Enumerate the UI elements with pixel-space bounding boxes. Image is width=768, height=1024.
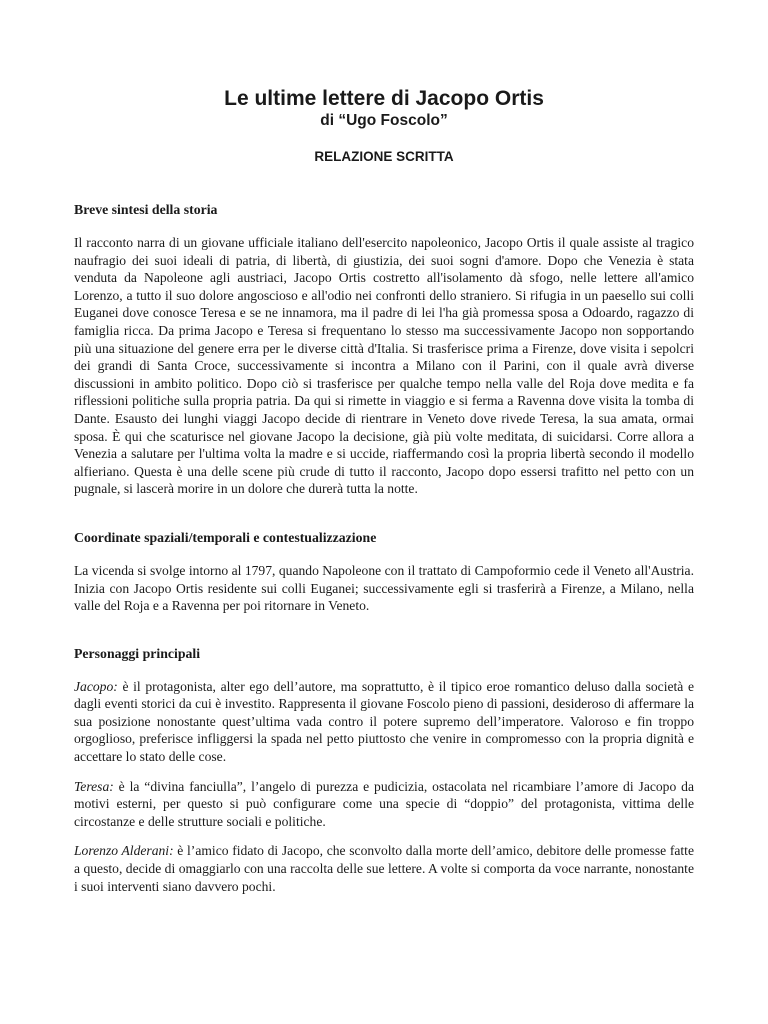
section-heading-characters: Personaggi principali [74,645,201,661]
character-name: Lorenzo Alderani: [74,843,174,859]
context-paragraph: La vicenda si svolge intorno al 1797, quando Napoleone con il trattato di Campoformio cede il Veneto all'Austria. Inizia con Jacopo Ortis residente sui colli Euganei; successivamente egli si trasferirà a Firenze, a Milano, nella valle del Roja e a Ravenna per poi ritornare in Veneto. [74,562,694,614]
document-title: Le ultime lettere di Jacopo Ortis [224,87,544,110]
character-jacopo [74,678,694,766]
character-description: è l’amico fidato di Jacopo, che sconvolto dalla morte dell’amico, debitore delle promesse fatte a questo, decide di omaggiarlo con una raccolta delle sue lettere. A volte si comporta da voce narrante, nonostante i suoi interventi siano davvero pochi. [74,843,694,894]
character-description: è il protagonista, alter ego dell’autore, ma soprattutto, è il tipico eroe romantico deluso dalla società e dagli eventi storici da cui è investito. Rappresenta il giovane Foscolo pieno di passioni, desideroso di affermare la sua posizione nonostante quest’ultima vada contro il potere supremo dell’imperatore. Valoroso e fin troppo orgoglioso, preferisce infliggersi la spada nel petto piuttosto che venire in compromesso con la propria dignità e accettare lo stato delle cose. [74,678,694,765]
character-lorenzo [74,842,694,895]
synopsis-paragraph: Il racconto narra di un giovane ufficiale italiano dell'esercito napoleonico, Jacopo Ortis il quale assiste al tragico naufragio dei suoi ideali di patria, di libertà, di giustizia, dei suoi sogni d'amore. Dopo che Venezia è stata venduta da Napoleone agli austriaci, Jacopo Ortis costretto all'isolamento dà sfogo, nelle lettere all'amico Lorenzo, a tutto il suo dolore angoscioso e all'odio nei confronti dello straniero. Si rifugia in un paesello sui colli Euganei dove conosce Teresa e se ne innamora, ma il padre di lei l'ha già promessa sposa a Odoardo, ragazzo di famiglia ricca. Da prima Jacopo e Teresa si frequentano lo stesso ma successivamente Jacopo non sopportando più una situazione del genere erra per le diverse città d'Italia. Si trasferisce prima a Firenze, dove visita i sepolcri dei grandi di Santa Croce, successivamente si incontra a Milano con il Parini, con il quale avrà diverse discussioni in ambito politico. Dopo ciò si trasferisce per qualche tempo nella valle del Roja dove medita e fa riflessioni politiche sulla propria patria. Da qui si rimette in viaggio e si ferma a Ravenna dove visita la tomba di Dante. Esausto dei lunghi viaggi Jacopo decide di rientrare in Veneto dove rivede Teresa, la sua amata, ormai sposa. È qui che scaturisce nel giovane Jacopo la decisione, già più volte meditata, di suicidarsi. Corre allora a Venezia a salutare per l'ultima volta la madre e si uccide, riaffermando così la propria libertà secondo il modello alfieriano. Questa è una delle scene più crude di tutto il racconto, Jacopo dopo essersi trafitto nel petto con un pugnale, si lascerà morire in un dolore che durerà tutta la notte. [74,235,694,497]
document-page [74,86,694,895]
character-teresa [74,778,694,831]
character-name: Jacopo: [74,678,118,694]
section-heading-synopsis: Breve sintesi della storia [74,202,218,217]
section-heading-context: Coordinate spaziali/temporali e contestualizzazione [74,529,377,545]
report-label: RELAZIONE SCRITTA [314,149,454,164]
document-subtitle: di “Ugo Foscolo” [320,112,448,129]
character-description: è la “divina fanciulla”, l’angelo di purezza e pudicizia, ostacolata nel ricambiare l’amore di Jacopo da motivi esterni, per questo si può configurare come una specie di “doppio” del protagonista, vittima delle circostanze e delle strutture sociali e politiche. [74,778,694,829]
character-name: Teresa: [74,778,114,794]
